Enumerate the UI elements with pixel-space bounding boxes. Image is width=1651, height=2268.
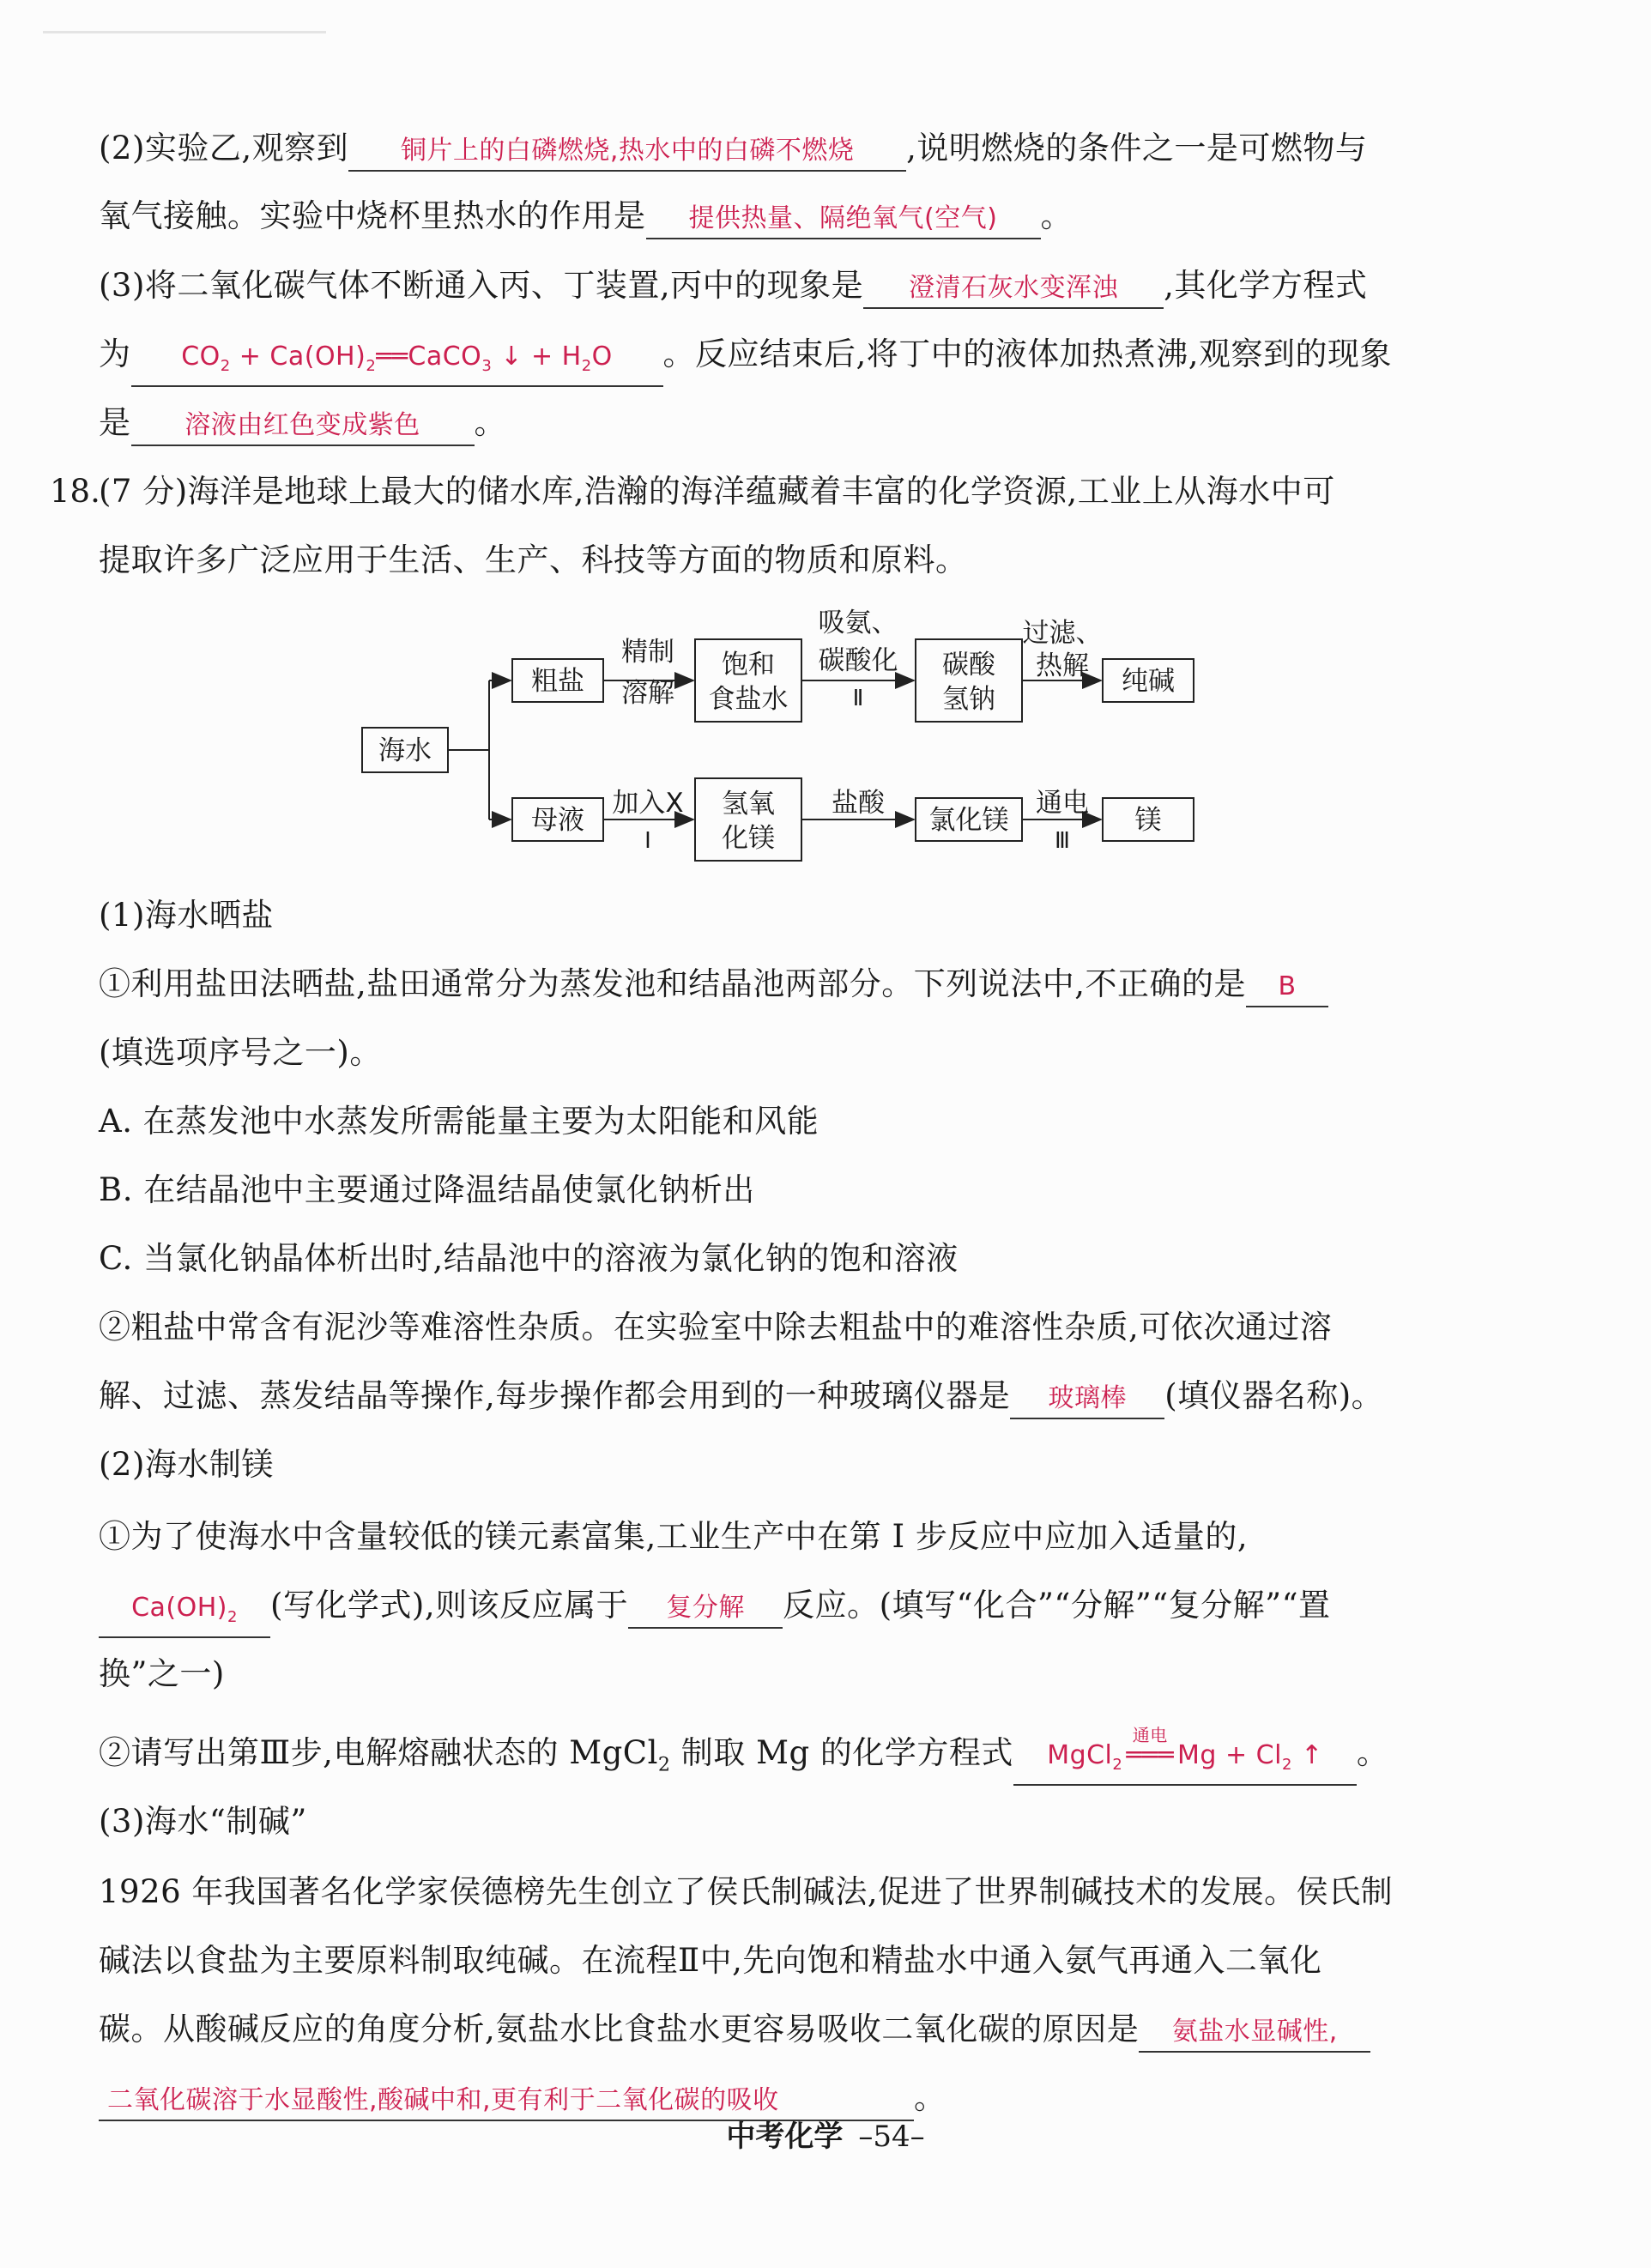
q17-p3-line2: 为 $CO_2$ + $Ca(OH)_2══CaCO_3$ ↓ + $H_2O$ 。反应结束后,将丁中的液体加热煮沸,观察到的现象 [99, 329, 1392, 387]
flow-diagram [352, 601, 1210, 867]
label-add-x: 加入X [612, 788, 684, 819]
s1-q1-line1: ①利用盐田法晒盐,盐田通常分为蒸发池和结晶池两部分。下列说法中,不正确的是 B [99, 959, 1328, 1010]
s3-para-2: 碱法以食盐为主要原料制取纯碱。在流程Ⅱ中,先向饱和精盐水中通入氨气再通入二氧化 [99, 1942, 1322, 1979]
answer-blank[interactable]: 二氧化碳溶于水显酸性,酸碱中和,更有利于二氧化碳的吸收 [99, 2082, 914, 2121]
label-dissolve: 溶解 [621, 678, 674, 709]
q17-p2-line2: 氧气接触。实验中烧杯里热水的作用是 提供热量、隔绝氧气(空气) 。 [99, 191, 1073, 242]
answer-blank[interactable]: 复分解 [628, 1589, 783, 1629]
s3-para-1: 1926 年我国著名化学家侯德榜先生创立了侯氏制碱法,促进了世界制碱技术的发展。侯氏制 [99, 1873, 1394, 1910]
option-c: C. 当氯化钠晶体析出时,结晶池中的溶液为氯化钠的饱和溶液 [99, 1240, 959, 1277]
label-step3-num: Ⅲ [1055, 828, 1070, 854]
question-number: 18. [50, 473, 100, 510]
node-seawater: 海水 [378, 735, 432, 766]
s1-q2-line2: 解、过滤、蒸发结晶等操作,每步操作都会用到的一种玻璃仪器是 玻璃棒 (填仪器名称)。 [99, 1370, 1383, 1422]
equation-blank[interactable]: MgCl$_2$ 通电 ═══ $Mg + Cl_2$ ↑ [1013, 1737, 1357, 1786]
node-mother-liquor: 母液 [531, 805, 584, 836]
node-brine-2: 食盐水 [708, 684, 789, 715]
q18-intro-2: 提取许多广泛应用于生活、生产、科技等方面的物质和原料。 [99, 541, 968, 578]
top-rule [43, 31, 326, 33]
node-brine-1: 饱和 [722, 650, 775, 680]
answer-blank[interactable]: 澄清石灰水变浑浊 [863, 269, 1164, 309]
s3-title: (3)海水“制碱” [99, 1803, 307, 1840]
s3-para-3: 碳。从酸碱反应的角度分析,氨盐水比食盐水更容易吸收二氧化碳的原因是 氨盐水显碱性, [99, 2004, 1370, 2055]
s2-q1-line1: ①为了使海水中含量较低的镁元素富集,工业生产中在第 Ⅰ 步反应中应加入适量的, [99, 1518, 1249, 1555]
q18-intro-1: (7 分)海洋是地球上最大的储水库,浩瀚的海洋蕴藏着丰富的化学资源,工业上从海水中可 [99, 473, 1335, 510]
s2-q2-line: ②请写出第Ⅲ步,电解熔融状态的 MgCl$_2$ 制取 Mg 的化学方程式 MgCl$_2$ 通电 ═══ $Mg + Cl_2$ ↑ 。 [99, 1727, 1388, 1790]
q17-p3-line3: 是 溶液由红色变成紫色 。 [99, 397, 506, 449]
answer-blank[interactable]: B [1246, 968, 1328, 1007]
q17-p2-line1: (2)实验乙,观察到 铜片上的白磷燃烧,热水中的白磷不燃烧 ,说明燃烧的条件之一是可燃物与 [99, 123, 1367, 174]
label-step2-b: 碳酸化 [818, 645, 898, 676]
s2-title: (2)海水制镁 [99, 1446, 274, 1483]
q17-p3-line1: (3)将二氧化碳气体不断通入丙、丁装置,丙中的现象是 澄清石灰水变浑浊 ,其化学方程式 [99, 260, 1367, 311]
equation-blank[interactable]: $CO_2$ + $Ca(OH)_2══CaCO_3$ ↓ + $H_2O$ [131, 338, 663, 387]
answer-blank[interactable]: 铜片上的白磷燃烧,热水中的白磷不燃烧 [348, 132, 906, 172]
answer-blank[interactable]: $Ca(OH)_2$ [99, 1589, 270, 1638]
footer-title: 中考化学 [726, 2120, 844, 2154]
label-electrolysis: 通电 [1036, 788, 1089, 819]
node-soda: 纯碱 [1122, 666, 1175, 697]
option-a: A. 在蒸发池中水蒸发所需能量主要为太阳能和风能 [99, 1103, 819, 1140]
s2-q1-line3: 换”之一) [99, 1655, 225, 1692]
page-footer [0, 2113, 1651, 2155]
answer-blank[interactable]: 氨盐水显碱性, [1139, 2013, 1370, 2053]
label-hcl: 盐酸 [832, 788, 885, 819]
answer-blank[interactable]: 玻璃棒 [1010, 1380, 1164, 1419]
label-step1-num: Ⅰ [644, 828, 651, 854]
label-step2-a: 吸氨、 [818, 608, 898, 638]
s3-para-4: 二氧化碳溶于水显酸性,酸碱中和,更有利于二氧化碳的吸收 。 [99, 2072, 946, 2124]
answer-blank[interactable]: 提供热量、隔绝氧气(空气) [646, 200, 1041, 239]
node-nahco3-2: 氢钠 [942, 684, 995, 715]
label-filter: 过滤、 [1022, 618, 1103, 649]
page-number: –54– [858, 2120, 925, 2154]
answer-blank[interactable]: 溶液由红色变成紫色 [131, 407, 475, 446]
s1-q1-line2: (填选项序号之一)。 [99, 1034, 382, 1071]
node-mg: 镁 [1134, 805, 1162, 836]
node-mgoh2-2: 化镁 [722, 823, 775, 854]
label-refine: 精制 [621, 637, 674, 668]
s2-q1-line2: $Ca(OH)_2$ (写化学式),则该反应属于 复分解 反应。(填写“化合”“分解”“复分解”“置 [99, 1580, 1330, 1638]
node-mgcl2: 氯化镁 [928, 805, 1009, 836]
s1-title: (1)海水晒盐 [99, 897, 274, 934]
label-step2-num: Ⅱ [852, 686, 864, 711]
node-crude-salt: 粗盐 [531, 666, 584, 697]
label-pyrolysis: 热解 [1036, 650, 1089, 681]
node-nahco3-1: 碳酸 [942, 650, 995, 680]
option-b: B. 在结晶池中主要通过降温结晶使氯化钠析出 [99, 1171, 755, 1208]
s1-q2-line1: ②粗盐中常含有泥沙等难溶性杂质。在实验室中除去粗盐中的难溶性杂质,可依次通过溶 [99, 1309, 1333, 1346]
node-mgoh2-1: 氢氧 [722, 789, 775, 820]
